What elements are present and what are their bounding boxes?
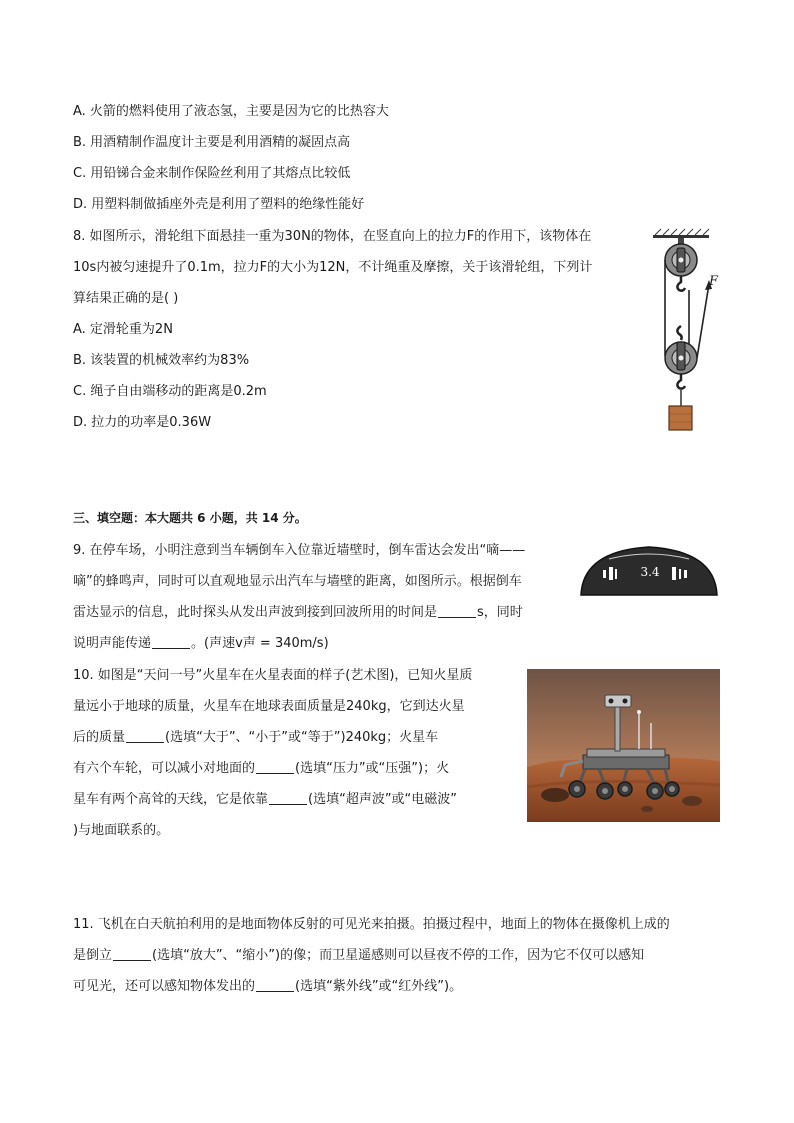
- mars-rover-image: [527, 669, 720, 822]
- q7-option-b: B. 用酒精制作温度计主要是利用酒精的凝固点高: [73, 135, 351, 150]
- q10-line-4-text: 有六个车轮，可以减小对地面的: [73, 761, 256, 776]
- q10-line-3: [73, 728, 438, 748]
- q9-line-4-tail: 。(声速v声 = 340m/s): [191, 636, 329, 651]
- q11-line-2-text: 是倒立: [73, 948, 113, 963]
- answer-blank[interactable]: [152, 634, 190, 649]
- answer-blank[interactable]: [256, 759, 294, 774]
- q10-line-4: [73, 759, 449, 779]
- q7-option-c: C. 用铅锑合金来制作保险丝利用了其熔点比较低: [73, 166, 351, 181]
- q11-line-3-text: 可见光，还可以感知物体发出的: [73, 979, 256, 994]
- pulley-figure: [645, 228, 725, 433]
- q7-option-d: D. 用塑料制做插座外壳是利用了塑料的绝缘性能好: [73, 197, 365, 212]
- q10-line-5: [73, 790, 457, 810]
- q9-line-3: [73, 603, 523, 623]
- answer-blank[interactable]: [113, 946, 151, 961]
- radar-distance-readout: 3.4: [640, 565, 660, 579]
- q11-line-2-tail: (选填“放大”、“缩小”)的像；而卫星遥感则可以昼夜不停的工作，因为它不仅可以感知: [152, 948, 645, 963]
- q10-line-6: )与地面联系的。: [73, 823, 170, 838]
- answer-blank[interactable]: [126, 728, 164, 743]
- q10-line-1: 10. 如图是“天问一号”火星车在火星表面的样子(艺术图)，已知火星质: [73, 668, 473, 683]
- q9-line-3-unit: s，同时: [477, 605, 523, 620]
- q10-line-2: 量远小于地球的质量，火星车在地球表面质量是240kg，它到达火星: [73, 699, 465, 714]
- q10-line-5-text: 星车有两个高耸的天线，它是依靠: [73, 792, 269, 807]
- q9-line-4-text: 说明声能传递: [73, 636, 152, 651]
- answer-blank[interactable]: [438, 603, 476, 618]
- q9-line-1: 9. 在停车场，小明注意到当车辆倒车入位靠近墙壁时，倒车雷达会发出“嘀——: [73, 543, 526, 558]
- q8-option-a: A. 定滑轮重为2N: [73, 322, 173, 337]
- q8-stem-line-1: 8. 如图所示，滑轮组下面悬挂一重为30N的物体，在竖直向上的拉力F的作用下，该物体在: [73, 229, 592, 244]
- q8-option-c: C. 绳子自由端移动的距离是0.2m: [73, 384, 267, 399]
- q8-stem-line-3: 算结果正确的是( ): [73, 291, 179, 306]
- section-title: 三、填空题：本大题共 6 小题，共 14 分。: [73, 511, 307, 525]
- q9-line-2: 嘀”的蜂鸣声，同时可以直观地显示出汽车与墙壁的距离，如图所示。根据倒车: [73, 574, 522, 589]
- q7-option-a: A. 火箭的燃料使用了液态氢，主要是因为它的比热容大: [73, 104, 389, 119]
- q10-line-3-text: 后的质量: [73, 730, 126, 745]
- q8-stem-line-2: 10s内被匀速提升了0.1m，拉力F的大小为12N，不计绳重及摩擦，关于该滑轮组，下列计: [73, 260, 593, 275]
- force-label: F: [709, 274, 719, 289]
- q9-line-3-text: 雷达显示的信息，此时探头从发出声波到接到回波所用的时间是: [73, 605, 438, 620]
- q10-line-5-tail: (选填“超声波”或“电磁波”: [308, 792, 458, 807]
- q11-line-3-tail: (选填“紫外线”或“红外线”)。: [295, 979, 463, 994]
- q9-line-4: [73, 634, 329, 654]
- answer-blank[interactable]: [256, 977, 294, 992]
- q11-line-2: [73, 946, 644, 966]
- q10-line-3-tail: (选填“大于”、“小于”或“等于”)240kg；火星车: [165, 730, 439, 745]
- q10-line-4-tail: (选填“压力”或“压强”)；火: [295, 761, 450, 776]
- answer-blank[interactable]: [269, 790, 307, 805]
- q11-line-1: 11. 飞机在白天航拍利用的是地面物体反射的可见光来拍摄。拍摄过程中，地面上的物体在摄像机上成的: [73, 917, 670, 932]
- q8-option-d: D. 拉力的功率是0.36W: [73, 415, 212, 430]
- q8-option-b: B. 该装置的机械效率约为83%: [73, 353, 250, 368]
- q11-line-3: [73, 977, 462, 997]
